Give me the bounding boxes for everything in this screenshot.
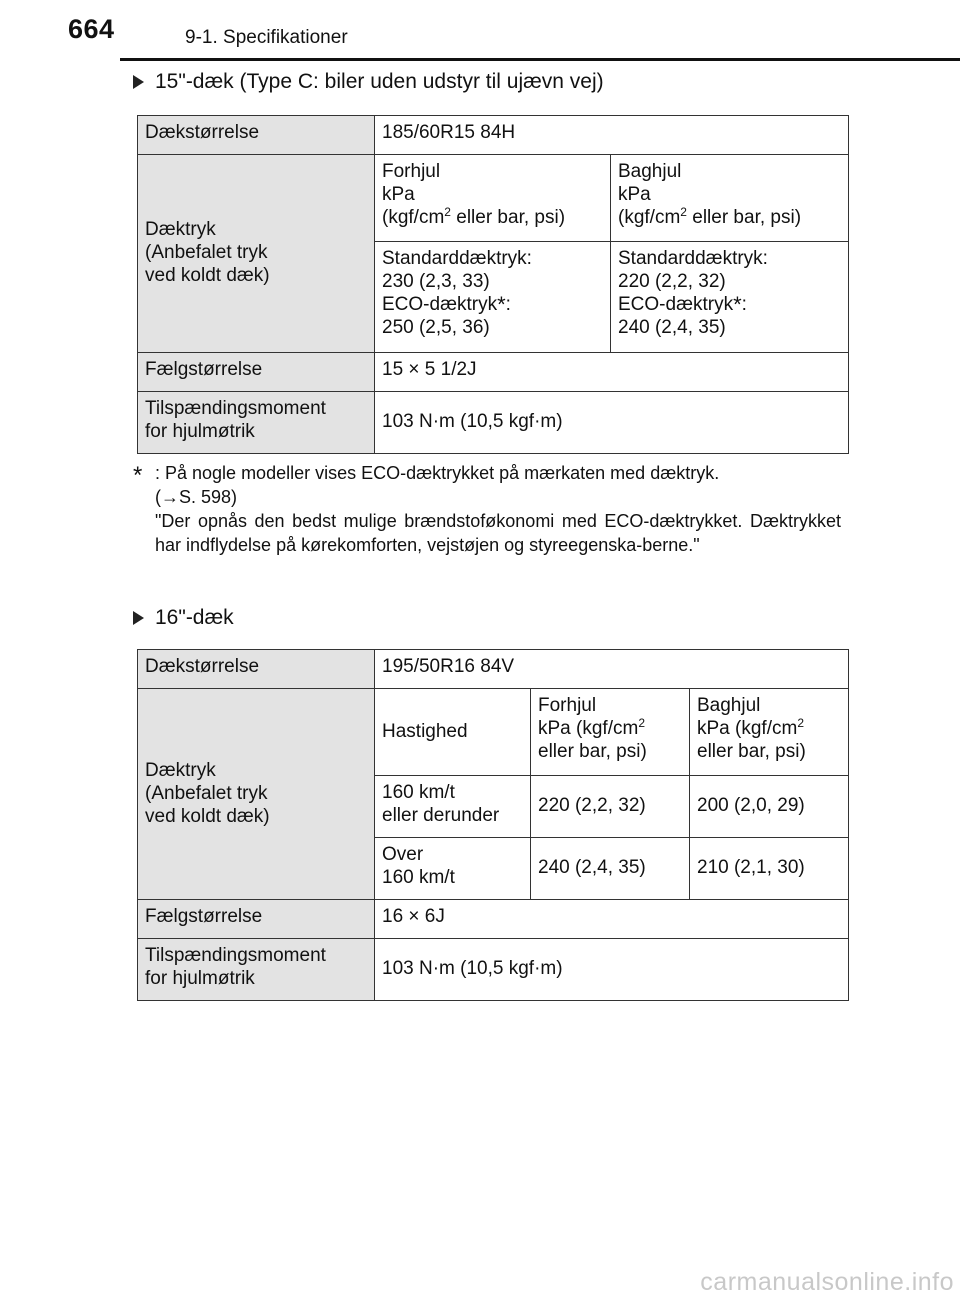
pressure-label: Dæktryk (Anbefalet tryk ved koldt dæk) xyxy=(138,689,375,900)
torque-value: 103 N·m (10,5 kgf·m) xyxy=(375,939,849,1001)
torque-label: Tilspændingsmoment for hjulmøtrik xyxy=(138,939,375,1001)
table-row xyxy=(138,939,849,1001)
table-15-inch-tires xyxy=(137,115,849,454)
section-title: 9-1. Specifikationer xyxy=(185,27,348,48)
heading-16-inch xyxy=(133,606,234,630)
tire-size-value: 195/50R16 84V xyxy=(375,650,849,689)
table-row xyxy=(138,392,849,454)
heading-16-text: 16"-dæk xyxy=(155,606,234,629)
table-row xyxy=(138,353,849,392)
front-pressure-values: Standarddæktryk: 230 (2,3, 33) ECO-dæktryk*: 250 (2,5, 36) xyxy=(375,242,611,353)
heading-15-text: 15"-dæk (Type C: biler uden udstyr til ujævn vej) xyxy=(155,70,604,93)
front-pressure-cell: 220 (2,2, 32) xyxy=(531,776,690,838)
table-row xyxy=(138,116,849,155)
arrow-right-icon: → xyxy=(161,487,179,507)
front-wheel-header: Forhjul kPa ($kgf/cm^2$ eller bar, psi) xyxy=(531,689,690,776)
rear-pressure-values: Standarddæktryk: 220 (2,2, 32) ECO-dæktryk*: 240 (2,4, 35) xyxy=(611,242,849,353)
footnote-quote: "Der opnås den bedst mulige brændstoføkonomi med ECO-dæktrykket. Dæktrykket har indflydelse på kørekomforten, vejstøjen og styreegenska-berne." xyxy=(155,511,841,555)
front-pressure-cell: 240 (2,4, 35) xyxy=(531,838,690,900)
speed-header: Hastighed xyxy=(375,689,531,776)
header-rule xyxy=(120,58,960,61)
heading-15-inch xyxy=(133,70,604,94)
rim-size-value: 16 × 6J xyxy=(375,900,849,939)
tire-size-label: Dækstørrelse xyxy=(138,116,375,155)
tire-size-value: 185/60R15 84H xyxy=(375,116,849,155)
footnote-reference: (→S. 598) xyxy=(155,487,238,507)
table-row xyxy=(138,650,849,689)
rear-wheel-header: Baghjul kPa ($kgf/cm^2$ eller bar, psi) xyxy=(690,689,849,776)
rim-size-label: Fælgstørrelse xyxy=(138,900,375,939)
footnote-marker: * xyxy=(133,462,143,489)
footnote-line: : På nogle modeller vises ECO-dæktrykket på mærkaten med dæktryk. xyxy=(155,463,720,483)
triangle-bullet-icon xyxy=(133,611,144,625)
page-number: 664 xyxy=(68,14,115,44)
torque-value: 103 N·m (10,5 kgf·m) xyxy=(375,392,849,454)
footnote xyxy=(133,461,841,557)
rim-size-label: Fælgstørrelse xyxy=(138,353,375,392)
table-row xyxy=(138,900,849,939)
rear-pressure-cell: 200 (2,0, 29) xyxy=(690,776,849,838)
pressure-label: Dæktryk (Anbefalet tryk ved koldt dæk) xyxy=(138,155,375,353)
front-wheel-header: Forhjul kPa ($kgf/cm^2$ eller bar, psi) xyxy=(375,155,611,242)
table-row xyxy=(138,155,849,242)
table-row xyxy=(138,689,849,776)
rear-pressure-cell: 210 (2,1, 30) xyxy=(690,838,849,900)
triangle-bullet-icon xyxy=(133,75,144,89)
table-16-inch-tires xyxy=(137,649,849,1001)
watermark: carmanualsonline.info xyxy=(700,1268,954,1296)
rim-size-value: 15 × 5 1/2J xyxy=(375,353,849,392)
tire-size-label: Dækstørrelse xyxy=(138,650,375,689)
speed-cell: 160 km/t eller derunder xyxy=(375,776,531,838)
rear-wheel-header: Baghjul kPa ($kgf/cm^2$ eller bar, psi) xyxy=(611,155,849,242)
torque-label: Tilspændingsmoment for hjulmøtrik xyxy=(138,392,375,454)
speed-cell: Over 160 km/t xyxy=(375,838,531,900)
